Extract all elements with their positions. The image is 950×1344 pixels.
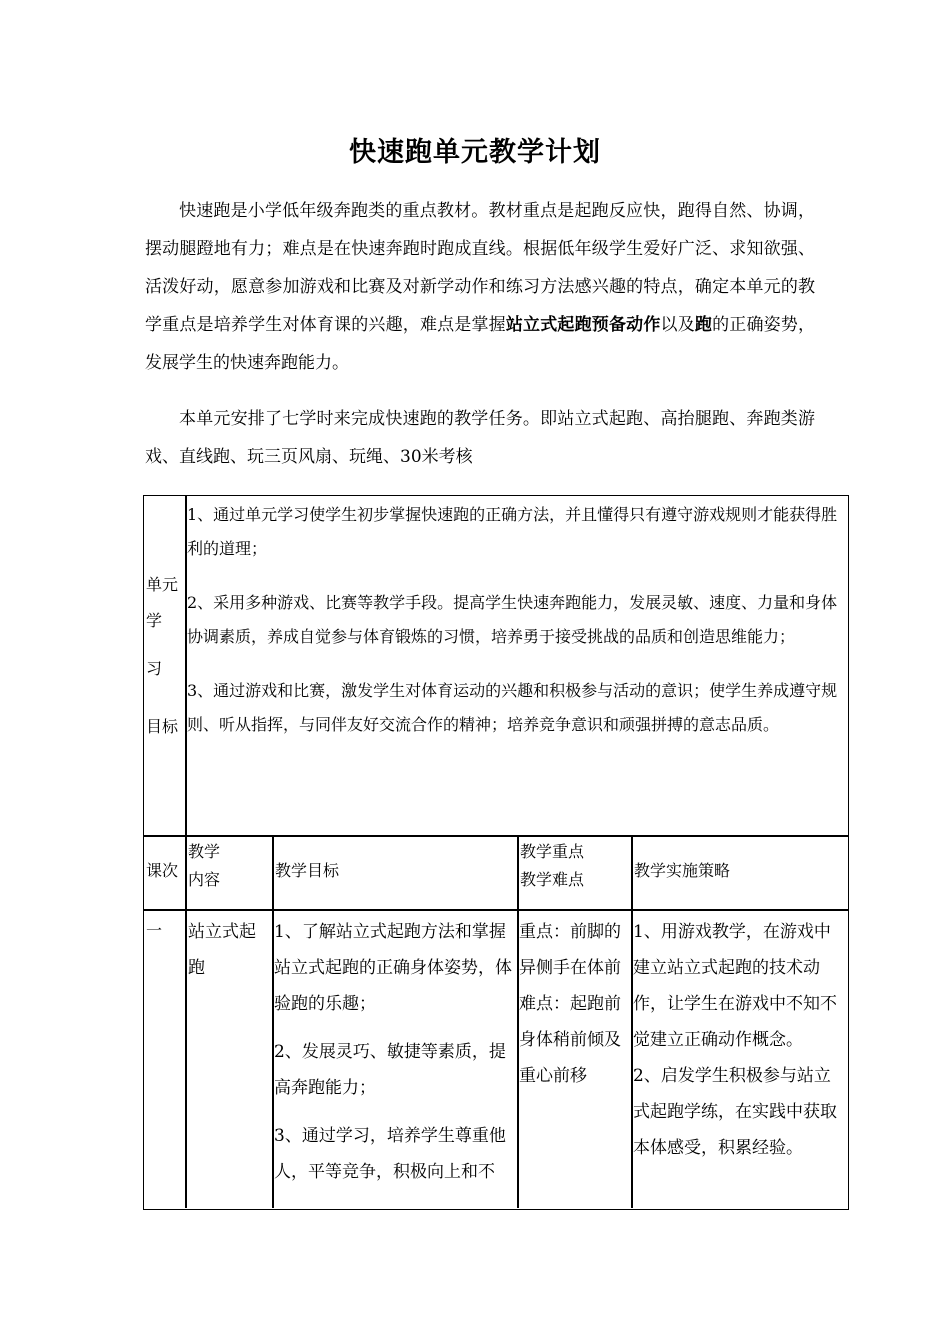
row-key-points: [519, 914, 631, 1094]
difficulty: 难点：起跑前身体稍前倾及重心前移: [519, 994, 621, 1086]
label-line: 目标: [146, 717, 179, 736]
key-point: 重点：前脚的异侧手在体前: [519, 922, 621, 978]
goal-item: 2、采用多种游戏、比赛等教学手段。提高学生快速奔跑能力，发展灵敏、速度、力量和身体协调素质，养成自觉参与体育锻炼的习惯，培养勇于接受挑战的品质和创造思维能力；: [187, 593, 838, 646]
header-objectives: 教学目标: [275, 861, 340, 880]
label-line: 习: [146, 659, 163, 678]
objective-item: 3、通过学习，培养学生尊重他人，平等竞争，积极向上和不: [274, 1126, 506, 1182]
goal-item: 1、通过单元学习使学生初步掌握快速跑的正确方法，并且懂得只有遵守游戏规则才能获得胜利的道理；: [187, 505, 838, 558]
table-rule: [144, 909, 848, 911]
intro-bold-1: 站立式起跑预备动作: [505, 315, 661, 335]
intro-text-3: 的正确姿势，发展学生的快速奔跑能力。: [145, 315, 816, 373]
row-content: 站立式起跑: [188, 922, 256, 978]
unit-goals-content: [187, 498, 847, 742]
intro-paragraph: [145, 192, 815, 382]
unit-plan-table: [143, 495, 849, 1210]
header-lesson: 课次: [146, 861, 179, 880]
label-line: 单元: [146, 575, 179, 594]
header-content: 教学 内容: [188, 842, 221, 889]
objective-item: 2、发展灵巧、敏捷等素质，提高奔跑能力；: [274, 1042, 506, 1098]
goal-item: 3、通过游戏和比赛，激发学生对体育运动的兴趣和积极参与活动的意识；使学生养成遵守规则、听从指挥，与同伴友好交流合作的精神；培养竞争意识和顽强拼搏的意志品质。: [187, 681, 838, 734]
intro-bold-2: 跑: [694, 315, 713, 335]
document-title: 快速跑单元教学计划: [349, 137, 601, 168]
row-strategy: [633, 914, 847, 1166]
header-key-points: 教学重点 教学难点: [520, 842, 585, 889]
table-rule: [144, 835, 848, 837]
strategy-item: 2、启发学生积极参与站立式起跑学练，在实践中获取本体感受，积累经验。: [633, 1066, 837, 1158]
strategy-item: 1、用游戏教学，在游戏中建立站立式起跑的技术动作，让学生在游戏中不知不觉建立正确动作概念。: [633, 922, 837, 1050]
intro-text-2: 以及: [660, 315, 695, 335]
row-objectives: [274, 914, 516, 1190]
label-line: 学: [146, 611, 163, 630]
objective-item: 1、了解站立式起跑方法和掌握站立式起跑的正确身体姿势，体验跑的乐趣；: [274, 922, 512, 1014]
row-lesson: 一: [146, 921, 163, 940]
header-strategy: 教学实施策略: [634, 861, 731, 880]
unit-goals-label: [146, 568, 186, 744]
intro-text-1: 快速跑是小学低年级奔跑类的重点教材。教材重点是起跑反应快，跑得自然、协调，摆动腿蹬地有力；难点是在快速奔跑时跑成直线。根据低年级学生爱好广泛、求知欲强、活泼好动，愿意参加游戏和比赛及对新学动作和练习方法感兴趣的特点，确定本单元的教学重点是培养学生对体育课的兴趣，难点是掌握: [145, 201, 815, 335]
arrangement-paragraph: 本单元安排了七学时来完成快速跑的教学任务。即站立式起跑、高抬腿跑、奔跑类游戏、直线跑、玩三页风扇、玩绳、30米考核: [145, 409, 815, 467]
